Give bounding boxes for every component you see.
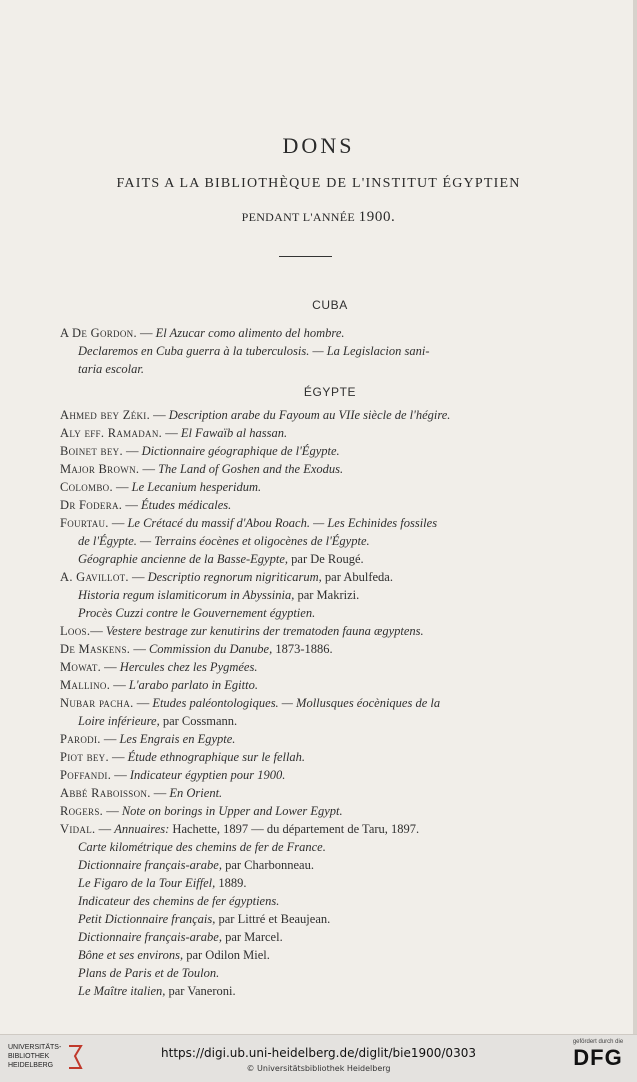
publication-note: Hachette, 1897 — du département de Taru, 1897. <box>169 822 420 836</box>
bibliography-line <box>60 694 600 712</box>
publication-note: 1889. <box>215 876 247 890</box>
work-title: Dictionnaire français-arabe, <box>78 858 222 872</box>
bibliography-line <box>60 424 600 442</box>
author: Ahmed bey Zéki. <box>60 408 151 422</box>
bibliography-line <box>60 568 600 586</box>
library-name-line3: HEIDELBERG <box>8 1062 54 1069</box>
separator: — <box>101 660 120 674</box>
bibliography-line <box>60 496 600 514</box>
author: Mallino. <box>60 678 111 692</box>
bibliography-line <box>60 910 600 928</box>
work-title: Étude ethnographique sur le fellah. <box>127 750 306 764</box>
author: Colombo. <box>60 480 113 494</box>
work-title: de l'Égypte. — Terrains éocènes et oligocènes de l'Égypte. <box>78 534 370 548</box>
section-heading-cuba: CUBA <box>312 298 348 312</box>
separator: — <box>108 516 128 530</box>
work-title: Indicateur des chemins de fer égyptiens. <box>78 894 280 908</box>
separator: — <box>133 696 153 710</box>
author: Major Brown. <box>60 462 140 476</box>
author: Poffandi. <box>60 768 112 782</box>
publication-note: par Charbonneau. <box>221 858 314 872</box>
bibliography-line <box>60 730 600 748</box>
bibliography-line <box>60 604 600 622</box>
author: Nubar pacha. <box>60 696 134 710</box>
work-title: Hercules chez les Pygmées. <box>119 660 258 674</box>
separator: — <box>111 768 130 782</box>
work-title: Petit Dictionnaire français, <box>78 912 216 926</box>
work-title: Vestere bestrage zur kenutirins der trematoden fauna ægyptens. <box>105 624 424 638</box>
bibliography-line <box>60 856 600 874</box>
work-title: Le Lecanium hesperidum. <box>131 480 262 494</box>
author: Loos. <box>60 624 91 638</box>
bibliography-line <box>60 712 600 730</box>
bibliography-line <box>60 784 600 802</box>
separator: — <box>112 480 132 494</box>
work-title: Les Engrais en Egypte. <box>119 732 236 746</box>
separator: — <box>136 326 156 340</box>
bibliography-line <box>60 532 600 550</box>
bibliography-line <box>60 838 600 856</box>
work-title: The Land of Goshen and the Exodus. <box>158 462 344 476</box>
work-title: Études médicales. <box>140 498 232 512</box>
work-title: Historia regum islamiticorum in Abyssinia, <box>78 588 295 602</box>
separator: — <box>100 732 120 746</box>
work-title: L'arabo parlato in Egitto. <box>128 678 258 692</box>
work-title: Descriptio regnorum nigriticarum, <box>147 570 322 584</box>
work-title: Le Crétacé du massif d'Abou Roach. — Les Echinides fossiles <box>127 516 438 530</box>
author: A De Gordon. <box>60 326 137 340</box>
separator: — <box>95 822 115 836</box>
bibliography-line <box>60 928 600 946</box>
bibliography-line <box>60 820 600 838</box>
author: A. Gavillot. <box>60 570 129 584</box>
bibliography-line <box>60 460 600 478</box>
publication-note: par Vaneroni. <box>165 984 236 998</box>
work-title: Bône et ses environs, <box>78 948 184 962</box>
bibliography-line <box>60 802 600 820</box>
bibliography-line <box>60 874 600 892</box>
viewer-footer <box>0 1034 637 1082</box>
bibliography-line <box>60 342 600 360</box>
bibliography-line <box>60 748 600 766</box>
work-title: Carte kilométrique des chemins de fer de France. <box>78 840 326 854</box>
egypte-entries <box>60 406 600 1000</box>
page-title: DONS <box>282 133 355 158</box>
work-title: Plans de Paris et de Toulon. <box>78 966 220 980</box>
bibliography-line <box>60 766 600 784</box>
work-title: Procès Cuzzi contre le Gouvernement égyptien. <box>78 606 316 620</box>
work-title: Loire inférieure, <box>78 714 160 728</box>
separator: — <box>122 444 142 458</box>
bibliography-line <box>60 640 600 658</box>
bibliography-line <box>60 406 600 424</box>
author: Parodi. <box>60 732 101 746</box>
work-title: taria escolar. <box>78 362 144 376</box>
publication-note: par Marcel. <box>221 930 283 944</box>
bibliography-line <box>60 622 600 640</box>
dfg-logo[interactable] <box>567 1039 629 1077</box>
separator: — <box>130 642 149 656</box>
separator: — <box>122 498 141 512</box>
bibliography-line <box>60 586 600 604</box>
separator: — <box>108 750 128 764</box>
bibliography-line <box>60 478 600 496</box>
work-title: Description arabe du Fayoum au VIIe siècle de l'hégire. <box>168 408 451 422</box>
publication-note: par Cossmann. <box>159 714 238 728</box>
bibliography-line <box>60 360 600 378</box>
author: Abbé Raboisson. <box>60 786 151 800</box>
author: Piot bey. <box>60 750 109 764</box>
period-prefix: PENDANT L'ANNÉE <box>241 210 356 224</box>
work-title: Le Maître italien, <box>78 984 166 998</box>
publication-note: par De Rougé. <box>288 552 364 566</box>
work-title: Etudes paléontologiques. — Mollusques éocèniques de la <box>152 696 441 710</box>
bibliography-line <box>60 442 600 460</box>
bibliography-line <box>60 658 600 676</box>
copyright-notice: © Universitätsbibliothek Heidelberg <box>246 1064 391 1073</box>
bibliography-line <box>60 324 600 342</box>
bibliography-line <box>60 676 600 694</box>
separator: — <box>90 624 106 638</box>
publication-note: par Littré et Beaujean. <box>215 912 331 926</box>
separator: — <box>103 804 122 818</box>
separator: — <box>150 408 169 422</box>
page-subtitle: FAITS A LA BIBLIOTHÈQUE DE L'INSTITUT ÉGYPTIEN <box>116 176 521 191</box>
author: Mowat. <box>60 660 102 674</box>
bibliography-line <box>60 550 600 568</box>
work-title: En Orient. <box>169 786 223 800</box>
separator: — <box>110 678 129 692</box>
author: Boinet bey. <box>60 444 123 458</box>
author: Dr Fodera. <box>60 498 123 512</box>
publication-note: par Abulfeda. <box>321 570 393 584</box>
bibliography-line <box>60 892 600 910</box>
separator: — <box>128 570 148 584</box>
separator: — <box>150 786 170 800</box>
separator: — <box>139 462 159 476</box>
work-title: Géographie ancienne de la Basse-Egypte, <box>78 552 289 566</box>
dfg-wordmark: DFG <box>573 1045 623 1070</box>
permalink-url[interactable]: https://digi.ub.uni-heidelberg.de/diglit/bie1900/0303 <box>161 1046 476 1060</box>
author: De Maskens. <box>60 642 131 656</box>
work-title: Commission du Danube, <box>148 642 273 656</box>
bibliography-line <box>60 946 600 964</box>
funding-note: gefördert durch die <box>572 1039 624 1045</box>
author: Fourtau. <box>60 516 109 530</box>
title-divider <box>279 256 332 257</box>
library-name-line2: BIBLIOTHEK <box>8 1053 50 1060</box>
work-title: Le Figaro de la Tour Eiffel, <box>78 876 216 890</box>
work-title: Note on borings in Upper and Lower Egypt. <box>121 804 343 818</box>
publication-note: par Odilon Miel. <box>183 948 270 962</box>
publication-note: par Makrizi. <box>294 588 360 602</box>
separator: — <box>162 426 181 440</box>
work-title: El Fawaïb al hassan. <box>180 426 288 440</box>
bibliography-line <box>60 982 600 1000</box>
period-year: 1900. <box>358 209 396 225</box>
bibliography-line <box>60 514 600 532</box>
donations-list <box>60 296 600 1000</box>
work-title: Dictionnaire français-arabe, <box>78 930 222 944</box>
work-title: Declaremos en Cuba guerra à la tuberculosis. — La Legislacion sani- <box>78 344 430 358</box>
bibliography-line <box>60 964 600 982</box>
period-line <box>0 209 637 226</box>
work-title: El Azucar como alimento del hombre. <box>155 326 345 340</box>
work-title: Indicateur égyptien pour 1900. <box>129 768 286 782</box>
author: Rogers. <box>60 804 104 818</box>
publication-note: 1873-1886. <box>272 642 333 656</box>
author: Aly eff. Ramadan. <box>60 426 163 440</box>
cuba-entries <box>60 324 600 378</box>
library-name-line1: UNIVERSITÄTS- <box>8 1044 62 1051</box>
author: Vidal. <box>60 822 96 836</box>
work-title: Annuaires: <box>114 822 170 836</box>
work-title: Dictionnaire géographique de l'Égypte. <box>141 444 340 458</box>
section-heading-egypte: ÉGYPTE <box>303 385 357 399</box>
